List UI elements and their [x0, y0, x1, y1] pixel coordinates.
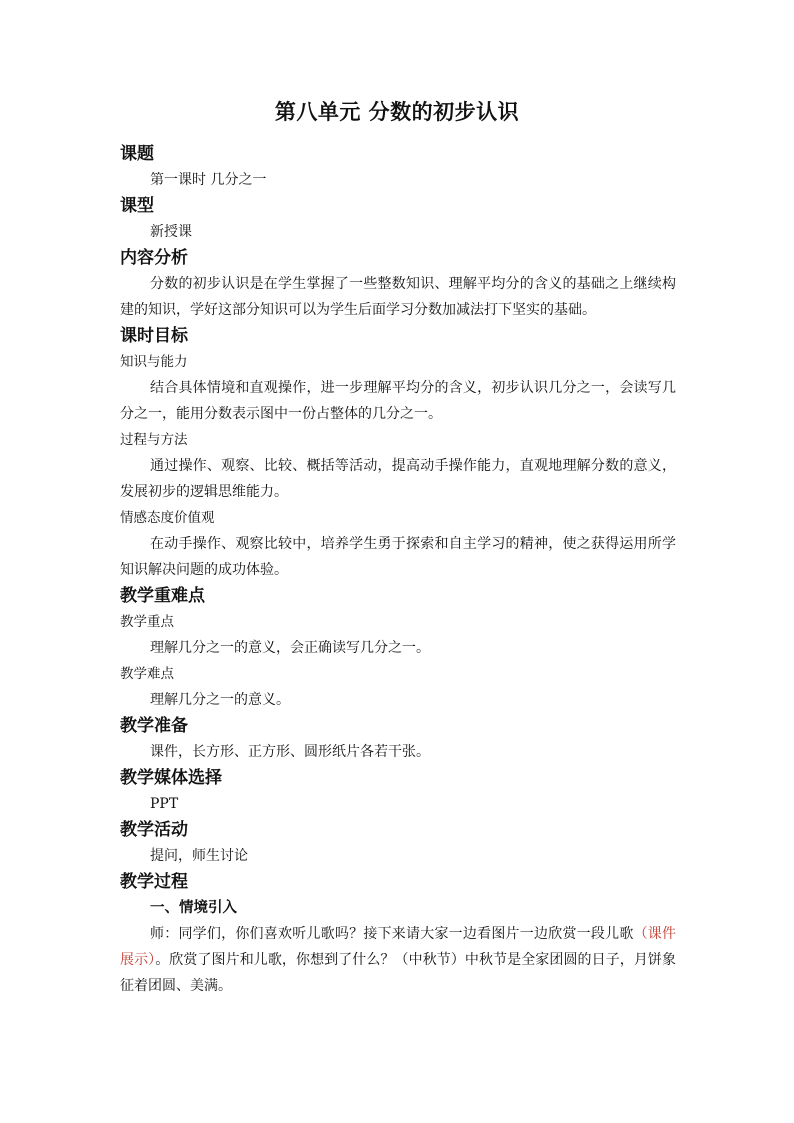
- nandian-text: 理解几分之一的意义。: [150, 692, 290, 708]
- para-text-b: 。欣赏了图片和儿歌，你想到了什么？（中秋节）中秋节是全家团圆的日子，月饼象征着团圆、美满。: [120, 952, 677, 994]
- kexing-text: 新授课: [150, 224, 192, 240]
- courseware-note: （课件展示）: [120, 926, 677, 968]
- subheading-nandian: 教学难点: [120, 666, 174, 682]
- neirong-text: 分数的初步认识是在学生掌握了一些整数知识、理解平均分的含义的基础之上继续构建的知识，学好这部分知识可以为学生后面学习分数加减法打下坚实的基础。: [120, 276, 676, 318]
- qinggan-text: 在动手操作、观察比较中，培养学生勇于探索和自主学习的精神，使之获得运用所学知识解决问题的成功体验。: [120, 536, 676, 578]
- heading-meiti: 教学媒体选择: [120, 768, 222, 788]
- document-title: 第八单元 分数的初步认识: [274, 100, 520, 124]
- heading-kexing: 课型: [120, 196, 154, 216]
- zhishi-text: 结合具体情境和直观操作，进一步理解平均分的含义，初步认识几分之一，会读写几分之一，能用分数表示图中一份占整体的几分之一。: [120, 380, 676, 422]
- document-body: [120, 141, 676, 999]
- para-text-a: 师：同学们，你们喜欢听儿歌吗？接下来请大家一边看图片一边欣赏一段儿歌: [150, 926, 634, 942]
- paragraph-qingjing: [120, 921, 676, 999]
- zhongdian-text: 理解几分之一的意义，会正确读写几分之一。: [150, 640, 430, 656]
- guocheng-text: 通过操作、观察、比较、概括等活动，提高动手操作能力，直观地理解分数的意义，发展初步的逻辑思维能力。: [120, 458, 676, 500]
- section-qingjing: 一、情境引入: [150, 900, 237, 916]
- keti-text: 第一课时 几分之一: [150, 172, 267, 188]
- subheading-zhishi: 知识与能力: [120, 354, 188, 370]
- meiti-text: PPT: [150, 796, 179, 812]
- heading-huodong: 教学活动: [120, 820, 188, 840]
- huodong-text: 提问，师生讨论: [150, 848, 248, 864]
- subheading-guocheng: 过程与方法: [120, 432, 188, 448]
- heading-mubiao: 课时目标: [120, 326, 188, 346]
- subheading-zhongdian: 教学重点: [120, 614, 174, 630]
- zhunbei-text: 课件，长方形、正方形、圆形纸片各若干张。: [150, 744, 430, 760]
- heading-jiaoxue-guocheng: 教学过程: [120, 872, 188, 892]
- heading-keti: 课题: [120, 144, 154, 164]
- heading-neirong: 内容分析: [120, 248, 188, 268]
- subheading-qinggan: 情感态度价值观: [120, 510, 215, 526]
- heading-zhunbei: 教学准备: [120, 716, 188, 736]
- heading-zhongnan: 教学重难点: [120, 586, 205, 606]
